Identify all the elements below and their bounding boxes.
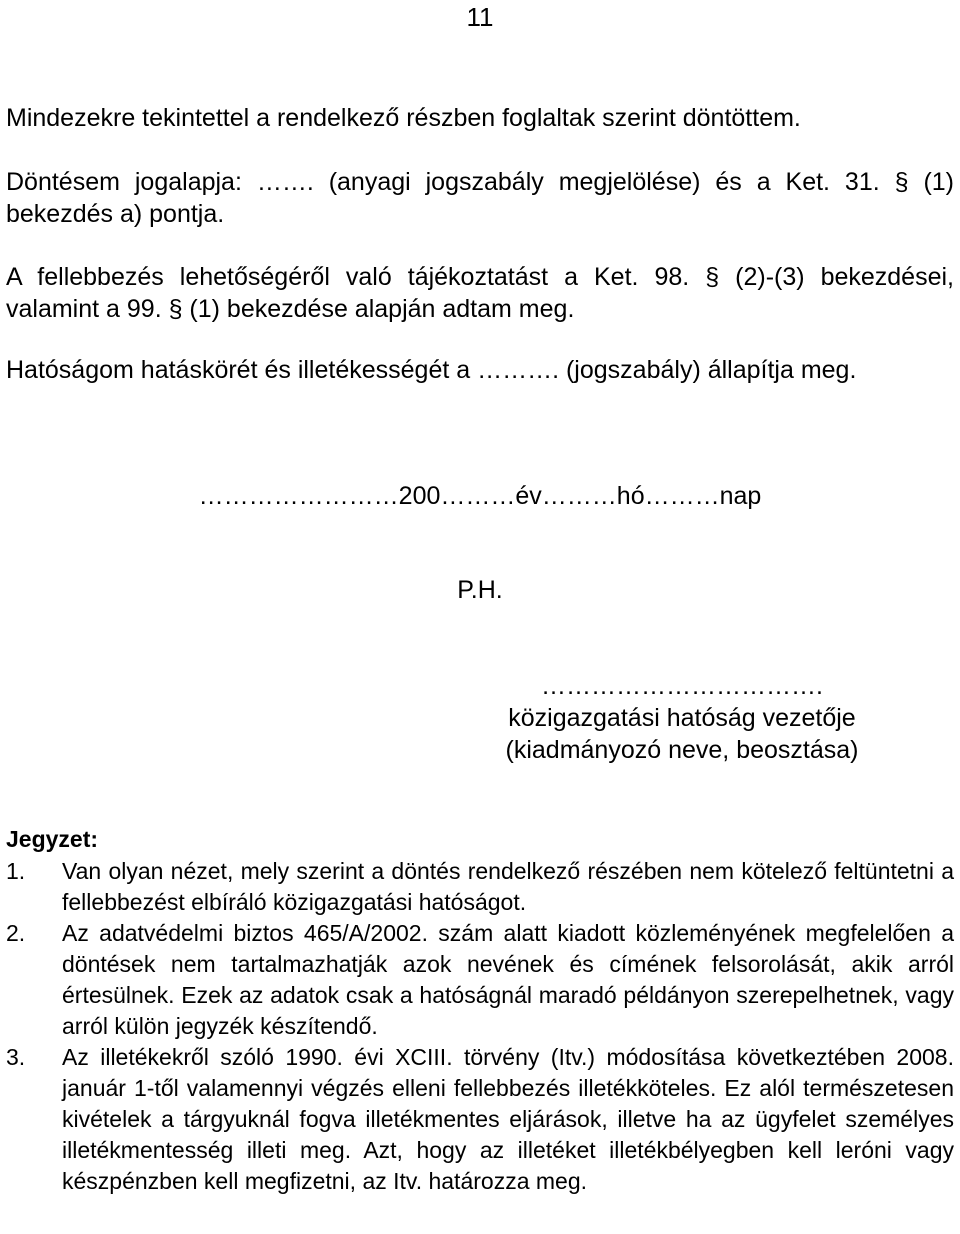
date-line: ……………………200………év………hó………nap [198,482,762,510]
note-number: 2. [6,920,26,946]
notes-list [6,856,954,1197]
signature-dots: ……………………………. [541,672,823,700]
note-text: Az adatvédelmi biztos 465/A/2002. szám alatt kiadott közleményének megfelelően a döntések nem tartalmazhatják azok nevének és címének felsorolását, akik arról értesülnek. Ezek az adatok csak a hatóságnál maradó példányon szerepelhetnek, vagy arról külön jegyzék készítendő. [62,920,954,1039]
note-text: Az illetékekről szóló 1990. évi XCIII. törvény (Itv.) módosítása következtében 2008. január 1-től valamennyi végzés elleni fellebbezés illetékköteles. Ez alól természetesen kivételek a tárgyuknál fogva illetékmentes eljárások, illetve ha az ügyfelet személyes illetékmentesség illeti meg. Azt, hogy az illetéket illetékbélyegben kell leróni vagy készpénzben kell megfizetni, az Itv. határozza meg. [62,1044,954,1194]
paragraph-competence: Hatóságom hatáskörét és illetékességét a ………. (jogszabály) állapítja meg. [6,356,857,384]
note-number: 1. [6,858,26,884]
note-item [6,1042,954,1197]
signature-block [480,670,884,766]
signature-subtitle: (kiadmányozó neve, beosztása) [505,736,859,764]
signature-title: közigazgatási hatóság vezetője [508,704,856,732]
notes-heading: Jegyzet: [6,826,99,852]
note-text: Van olyan nézet, mely szerint a döntés rendelkező részében nem kötelező feltüntetni a fellebbezést elbíráló közigazgatási hatóságot. [62,858,954,915]
note-item [6,918,954,1042]
note-item [6,856,954,918]
paragraph-decision: Mindezekre tekintettel a rendelkező részben foglaltak szerint döntöttem. [6,104,801,132]
paragraph-legal-basis: Döntésem jogalapja: ……. (anyagi jogszabály megjelölése) és a Ket. 31. § (1) bekezdés a) pontja. [6,168,954,228]
paragraph-appeal-info: A fellebbezés lehetőségéről való tájékoztatást a Ket. 98. § (2)-(3) bekezdései, valamint a 99. § (1) bekezdése alapján adtam meg. [6,263,954,323]
page-number: 11 [466,2,494,32]
seal-placeholder: P.H. [457,576,503,604]
note-number: 3. [6,1044,26,1070]
